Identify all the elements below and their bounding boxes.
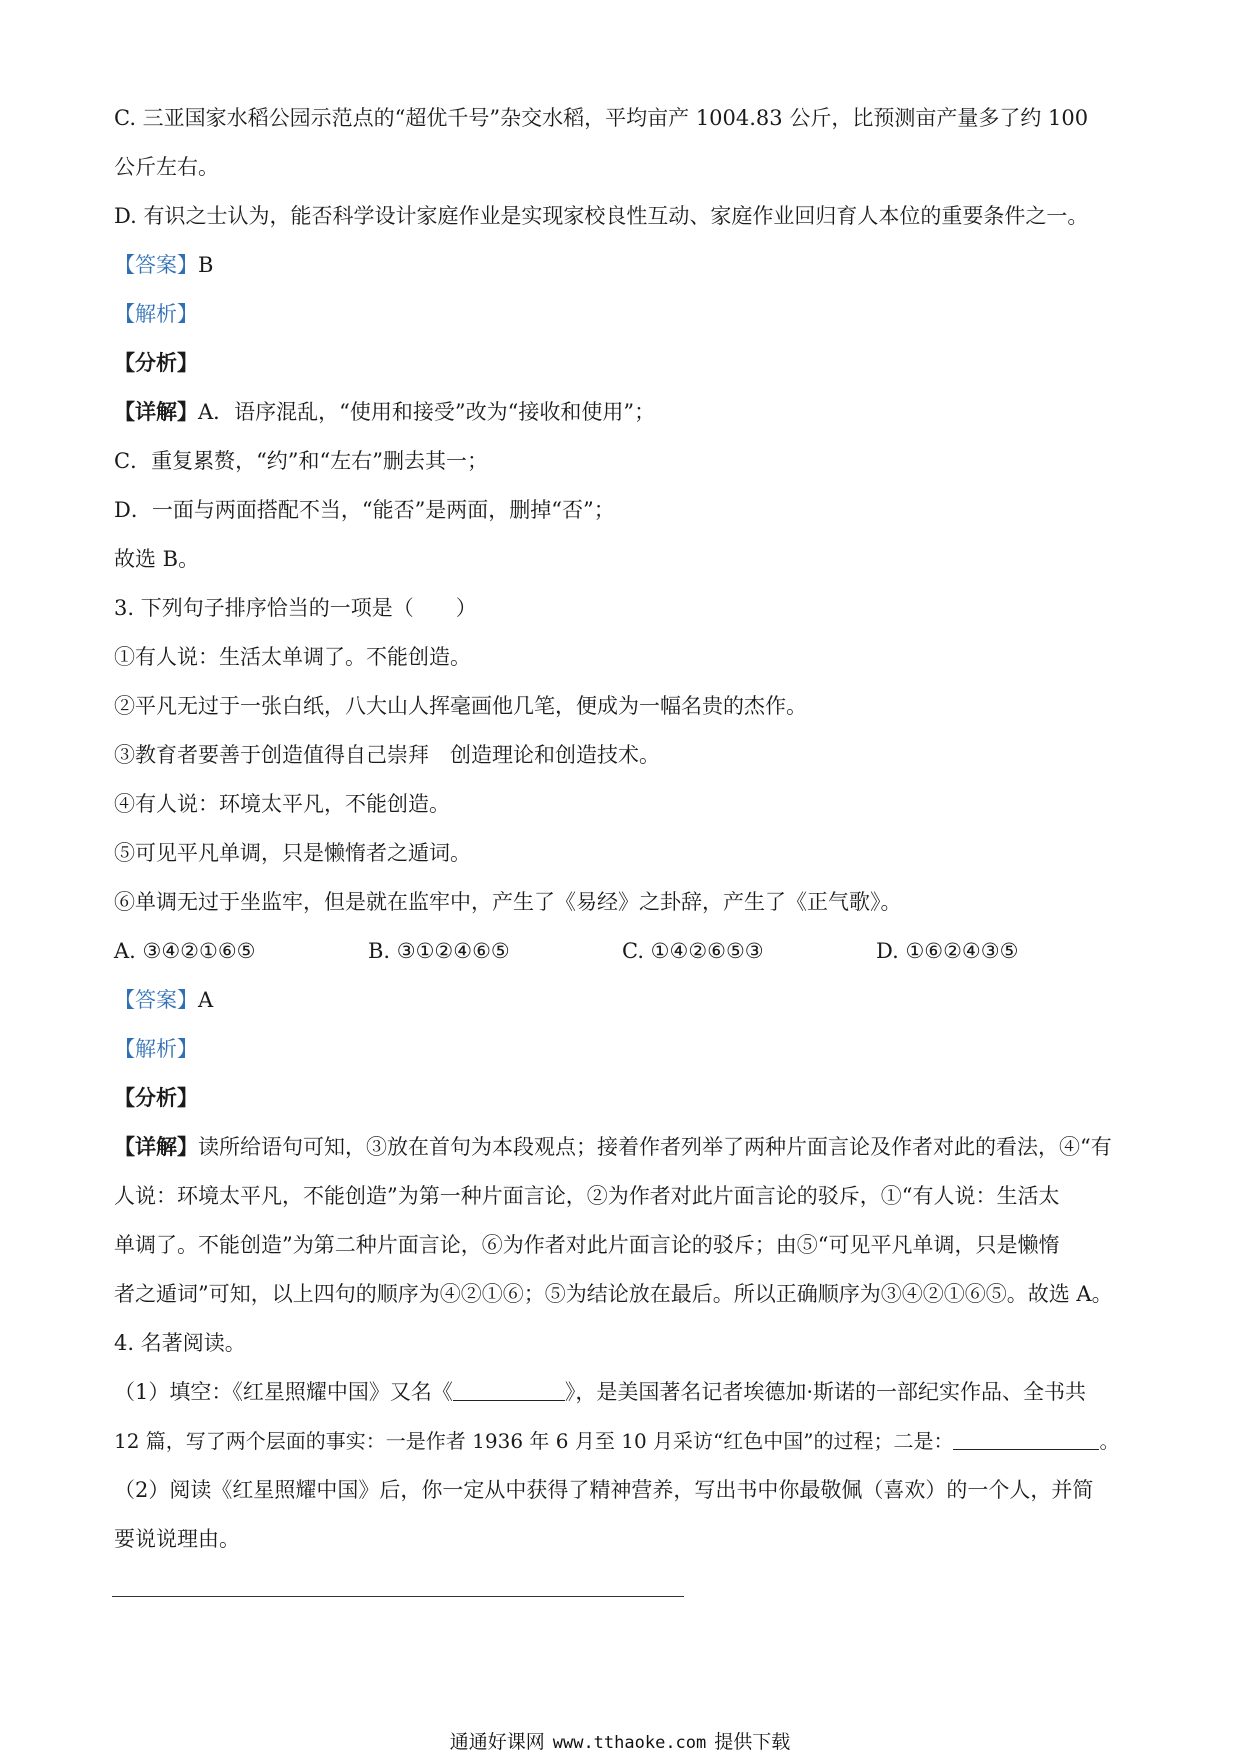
answer-value-q3: A: [198, 988, 214, 1012]
q4-part1-c: 12 篇，写了两个层面的事实：一是作者 1936 年 6 月至 10 月采访“红色中国”的过程；二是：: [114, 1429, 954, 1453]
question-4-stem: 4. 名著阅读。: [114, 1331, 246, 1355]
option-b: B. ③①②④⑥⑤: [368, 939, 510, 963]
conclusion: 故选 B。: [114, 547, 200, 571]
detail-q3-text1: 读所给语句可知，③放在首句为本段观点；接着作者列举了两种片面言论及作者对此的看法，④“有: [198, 1135, 1112, 1159]
question-3-stem: 3. 下列句子排序恰当的一项是（ ）: [114, 596, 477, 620]
answer-tag-q3: 【答案】: [114, 988, 198, 1012]
page-footer: [0, 1727, 1240, 1754]
answer-value: B: [198, 253, 214, 277]
detail-q3-line1: [114, 1132, 1134, 1162]
option-c-line2: 公斤左右。: [114, 155, 219, 179]
sentence-4: ④有人说：环境太平凡，不能创造。: [114, 792, 450, 816]
option-c-line1: C. 三亚国家水稻公园示范点的“超优千号”杂交水稻，平均亩产 1004.83 公斤，比预测亩产量多了约 100: [114, 106, 1089, 130]
answer-line: [114, 250, 1134, 280]
q4-part1-line1: [114, 1377, 1134, 1407]
q4-part2-line2: 要说说理由。: [114, 1527, 240, 1551]
sentence-3: ③教育者要善于创造值得自己崇拜 创造理论和创造技术。: [114, 743, 660, 767]
q4-part2-line1: （2）阅读《红星照耀中国》后，你一定从中获得了精神营养，写出书中你最敬佩（喜欢）的一个人，并简: [114, 1478, 1094, 1502]
q4-part1-a: （1）填空：《红星照耀中国》又名《: [114, 1380, 453, 1404]
fill-blank-2[interactable]: [953, 1427, 1099, 1450]
sentence-5: ⑤可见平凡单调，只是懒惰者之遁词。: [114, 841, 471, 865]
detail-a: [114, 397, 1134, 427]
answer-tag: 【答案】: [114, 253, 198, 277]
answer-line-q3: [114, 985, 1134, 1015]
q4-part1-d: 。: [1099, 1429, 1120, 1453]
footer-suffix: 提供下载: [714, 1731, 791, 1753]
footer-url[interactable]: www.tthaoke.com: [552, 1733, 707, 1753]
footer-site: 通通好课网: [449, 1731, 545, 1753]
q4-part1-line2: [114, 1426, 1134, 1456]
fenxi-tag-q3: 【分析】: [114, 1085, 198, 1110]
fill-blank-1[interactable]: [453, 1378, 565, 1401]
option-c: C. ①④②⑥⑤③: [622, 939, 764, 963]
analysis-tag-q3: 【解析】: [114, 1037, 198, 1061]
detail-q3-line3: 单调了。不能创造”为第二种片面言论，⑥为作者对此片面言论的驳斥；由⑤“可见平凡单调，只是懒惰: [114, 1233, 1060, 1257]
answer-rule-line: [112, 1596, 684, 1597]
sentence-6: ⑥单调无过于坐监牢，但是就在监牢中，产生了《易经》之卦辞，产生了《正气歌》。: [114, 890, 902, 914]
detail-q3-line2: 人说：环境太平凡，不能创造”为第一种片面言论，②为作者对此片面言论的驳斥，①“有人说：生活太: [114, 1184, 1060, 1208]
analysis-tag: 【解析】: [114, 302, 198, 326]
q4-part1-b: 》，是美国著名记者埃德加·斯诺的一部纪实作品、全书共: [564, 1380, 1087, 1404]
detail-q3-line4: 者之遁词”可知，以上四句的顺序为④②①⑥；⑤为结论放在最后。所以正确顺序为③④②①⑥⑤。故选 A。: [114, 1282, 1113, 1306]
option-d: D. 有识之士认为，能否科学设计家庭作业是实现家校良性互动、家庭作业回归育人本位的重要条件之一。: [114, 204, 1089, 228]
options-row: [114, 936, 1134, 966]
option-d: D. ①⑥②④③⑤: [876, 939, 1019, 963]
option-a: A. ③④②①⑥⑤: [114, 939, 256, 963]
fenxi-tag: 【分析】: [114, 350, 198, 375]
detail-d: D．一面与两面搭配不当，“能否”是两面，删掉“否”；: [114, 498, 615, 522]
detail-c: C．重复累赘，“约”和“左右”删去其一；: [114, 449, 489, 473]
detail-tag: 【详解】: [114, 399, 198, 424]
detail-tag-q3: 【详解】: [114, 1134, 198, 1159]
sentence-1: ①有人说：生活太单调了。不能创造。: [114, 645, 471, 669]
sentence-2: ②平凡无过于一张白纸，八大山人挥毫画他几笔，便成为一幅名贵的杰作。: [114, 694, 807, 718]
detail-a-text: A．语序混乱，“使用和接受”改为“接收和使用”；: [198, 400, 656, 424]
